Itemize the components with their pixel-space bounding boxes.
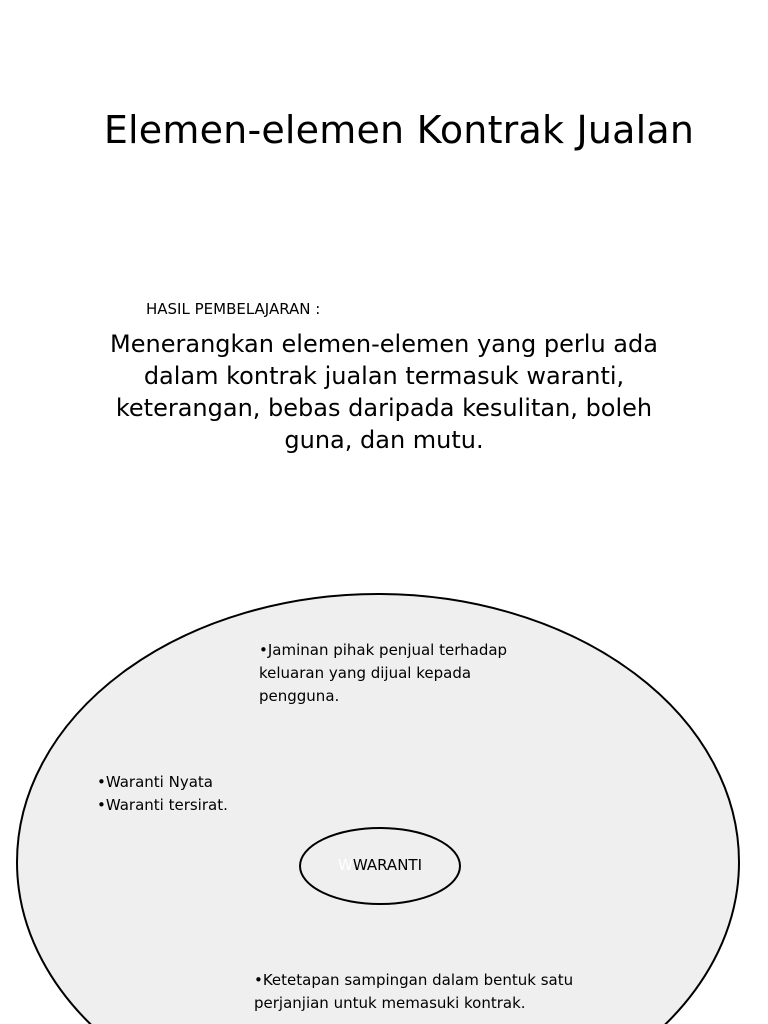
definition-text: •Jaminan pihak penjual terhadap keluaran yang dijual kepada pengguna. (259, 641, 508, 705)
warranty-types-list (97, 771, 297, 817)
learning-outcome-text: Menerangkan elemen-elemen yang perlu ada dalam kontrak jualan termasuk waranti, keterangan, bebas daripada kesulitan, boleh guna, dan mutu. (110, 330, 658, 454)
collateral-text: •Ketetapan sampingan dalam bentuk satu perjanjian untuk memasuki kontrak. (254, 971, 574, 1012)
learning-outcome-label: HASIL PEMBELAJARAN : (146, 300, 321, 318)
slide-title: Elemen-elemen Kontrak Jualan (103, 108, 695, 152)
list-item: •Waranti tersirat. (97, 796, 228, 814)
list-item: •Waranti Nyata (97, 773, 213, 791)
center-label (300, 853, 460, 877)
ghost-letter: W (338, 856, 353, 874)
center-label-text: WARANTI (352, 856, 422, 874)
